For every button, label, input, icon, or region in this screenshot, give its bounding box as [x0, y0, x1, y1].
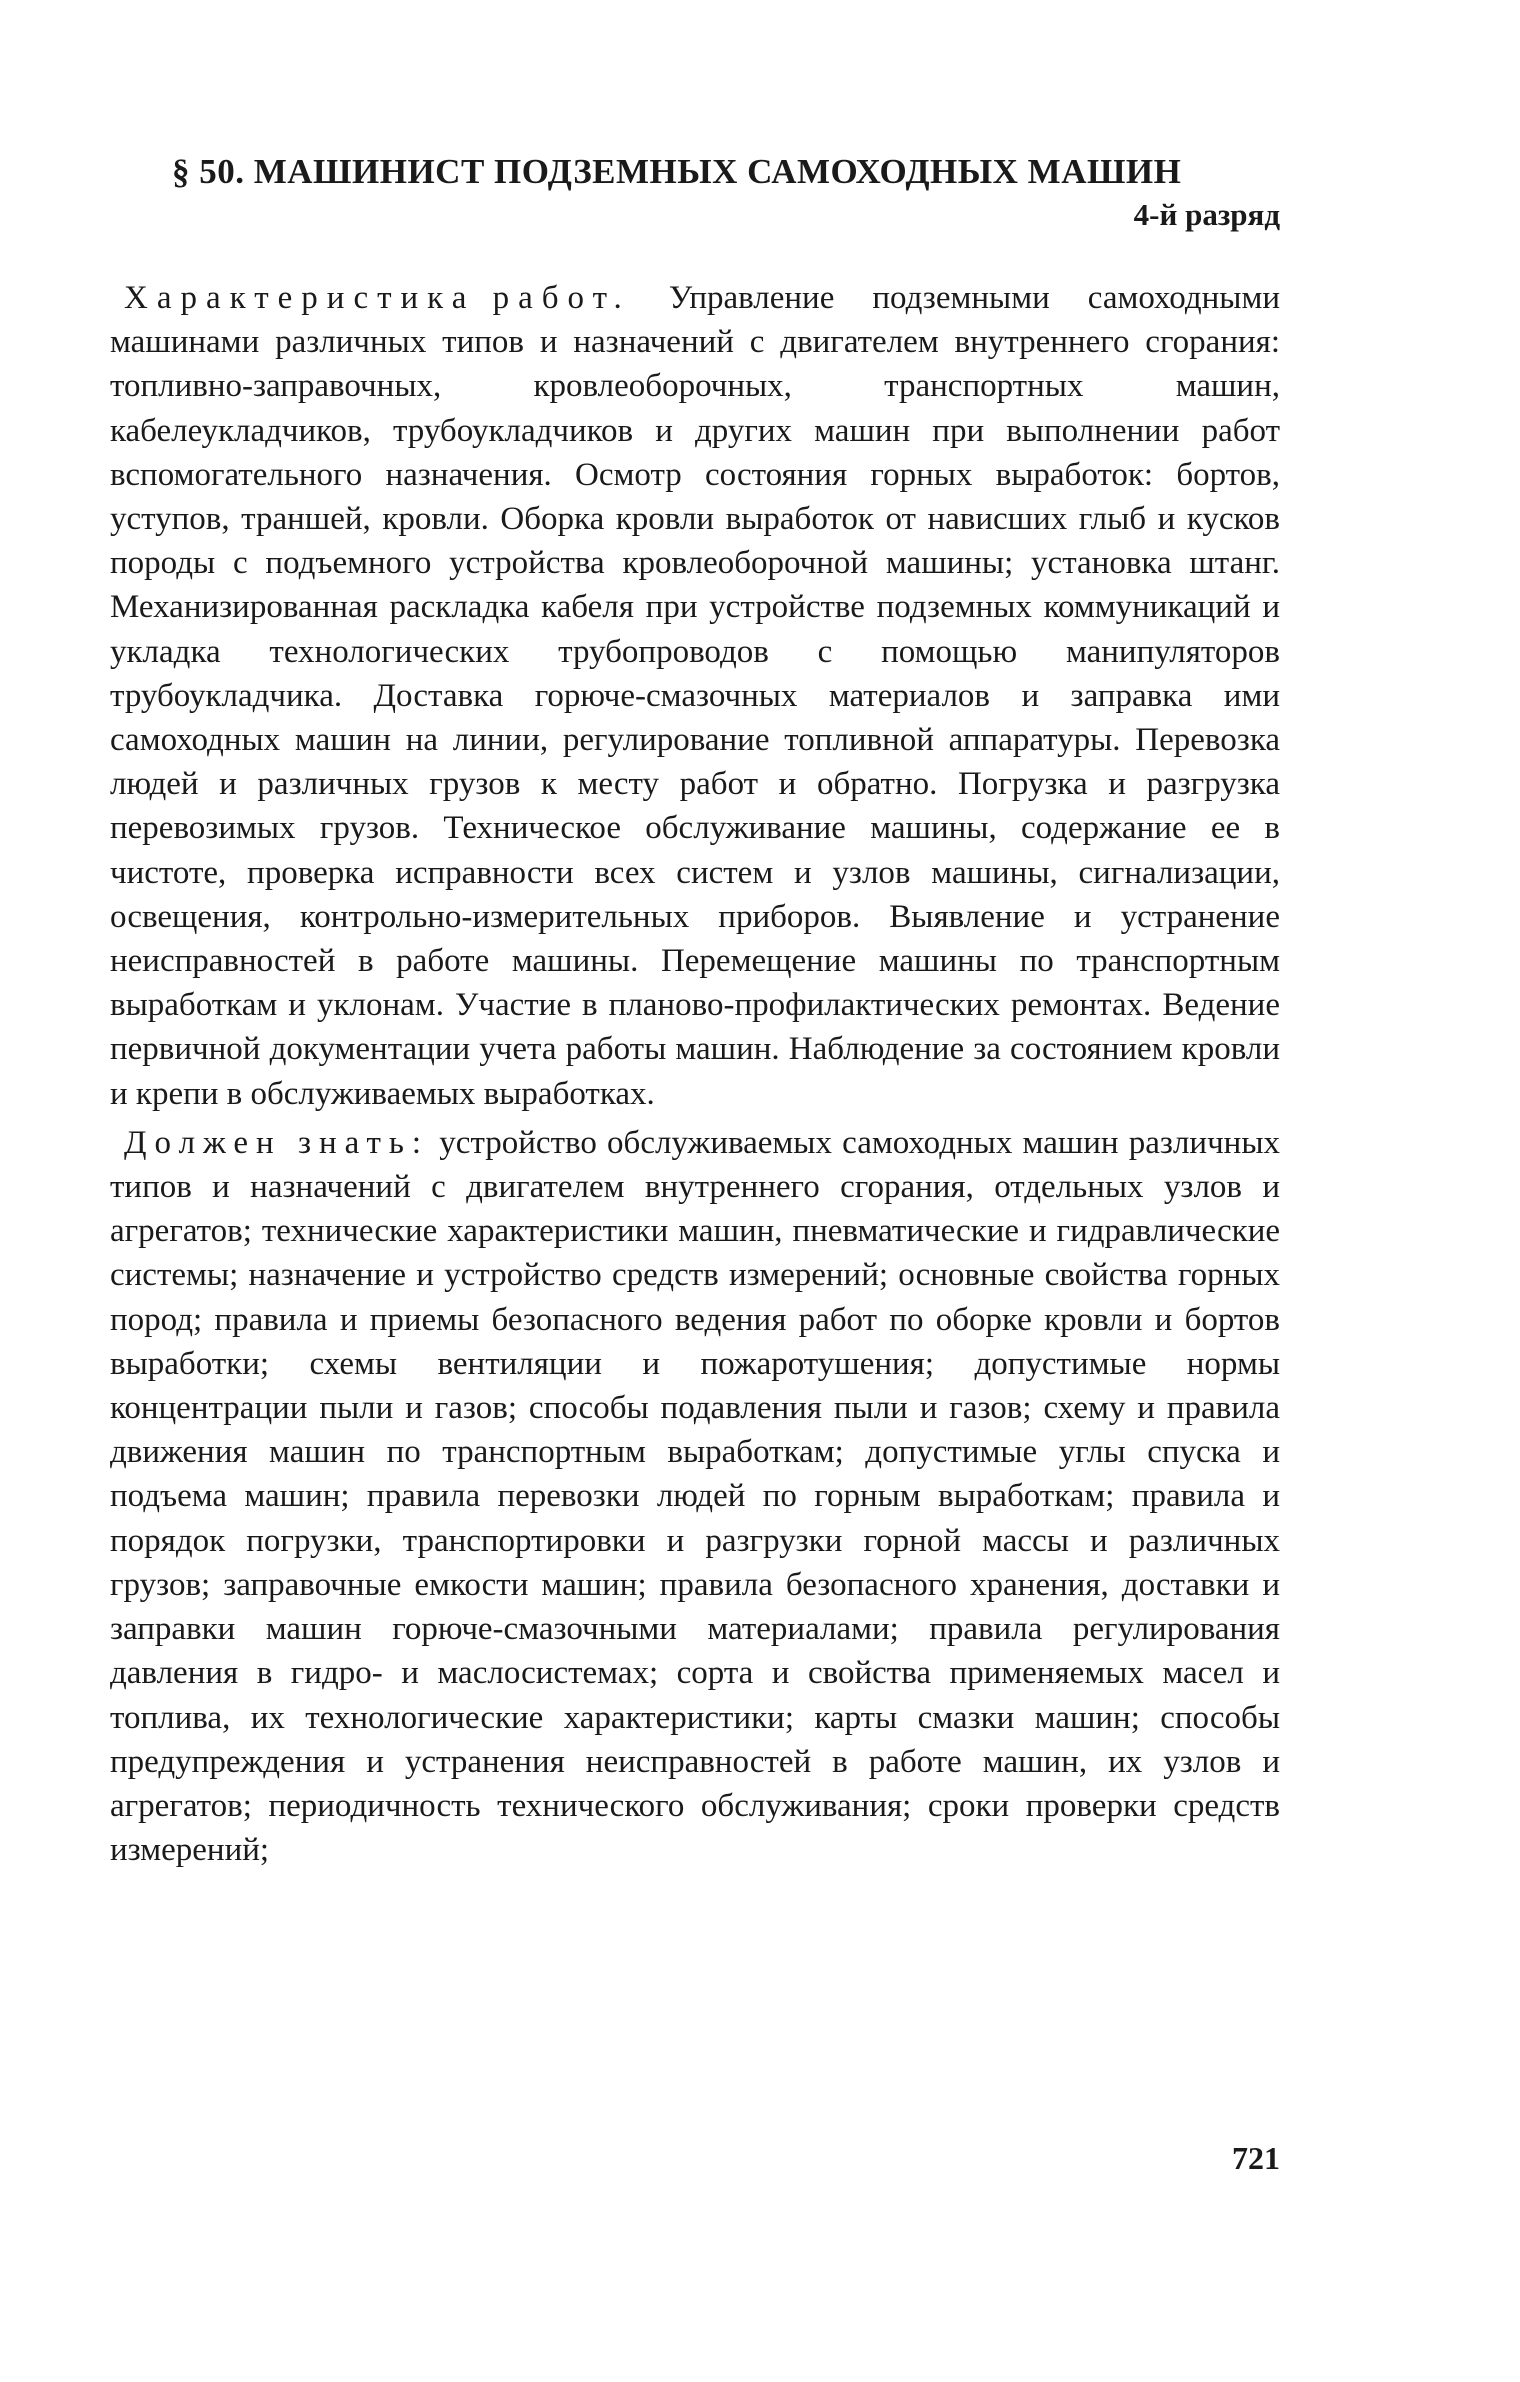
page-number: 721 [1232, 2140, 1280, 2176]
section-title: § 50. МАШИНИСТ ПОДЗЕМНЫХ САМОХОДНЫХ МАШИН [172, 152, 1182, 191]
characteristics-lead: Характеристика работ. [124, 280, 631, 316]
characteristics-paragraph [110, 276, 1280, 1116]
page-content [110, 150, 1280, 1872]
characteristics-text: Управление подземными самоходными машинами различных типов и назначений с двигателем внутреннего сгорания: топливно-заправочных, кровлеоборочных, транспортных машин, кабелеукладчиков, трубоукладчиков и других машин при выполнении работ вспомогательного назначения. Осмотр состояния горных выработок: бортов, уступов, траншей, кровли. Оборка кровли выработок от нависших глыб и кусков породы с подъемного устройства кровлеоборочной машины; установка штанг. Механизированная раскладка кабеля при устройстве подземных коммуникаций и укладка технологических трубопроводов с помощью манипуляторов трубоукладчика. Доставка горюче-смазочных материалов и заправка ими самоходных машин на линии, регулирование топливной аппаратуры. Перевозка людей и различных грузов к месту работ и обратно. Погрузка и разгрузка перевозимых грузов. Техническое обслуживание машины, содержание ее в чистоте, проверка исправности всех систем и узлов машины, сигнализации, освещения, контрольно-измерительных приборов. Выявление и устранение неисправностей в работе машины. Перемещение машины по транспортным выработкам и уклонам. Участие в планово-профилактических ремонтах. Ведение первичной документации учета работы машин. Наблюдение за состоянием кровли и крепи в обслуживаемых выработках. [110, 280, 1281, 1112]
must-know-paragraph [110, 1121, 1280, 1872]
must-know-text: устройство обслуживаемых самоходных машин различных типов и назначений с двигателем внутреннего сгорания, отдельных узлов и агрегатов; технические характеристики машин, пневматические и гидравлические системы; назначение и устройство средств измерений; основные свойства горных пород; правила и приемы безопасного ведения работ по оборке кровли и бортов выработки; схемы вентиляции и пожаротушения; допустимые нормы концентрации пыли и газов; способы подавления пыли и газов; схему и правила движения машин по транспортным выработкам; допустимые углы спуска и подъема машин; правила перевозки людей по горным выработкам; правила и порядок погрузки, транспортировки и разгрузки горной массы и различных грузов; заправочные емкости машин; правила безопасного хранения, доставки и заправки машин горюче-смазочными материалами; правила регулирования давления в гидро- и маслосистемах; сорта и свойства применяемых масел и топлива, их технологические характеристики; карты смазки машин; способы предупреждения и устранения неисправностей в работе машин, их узлов и агрегатов; периодичность технического обслуживания; сроки проверки средств измерений; [110, 1124, 1280, 1869]
must-know-lead: Должен знать: [124, 1124, 430, 1161]
grade-label: 4-й разряд [1133, 197, 1280, 232]
